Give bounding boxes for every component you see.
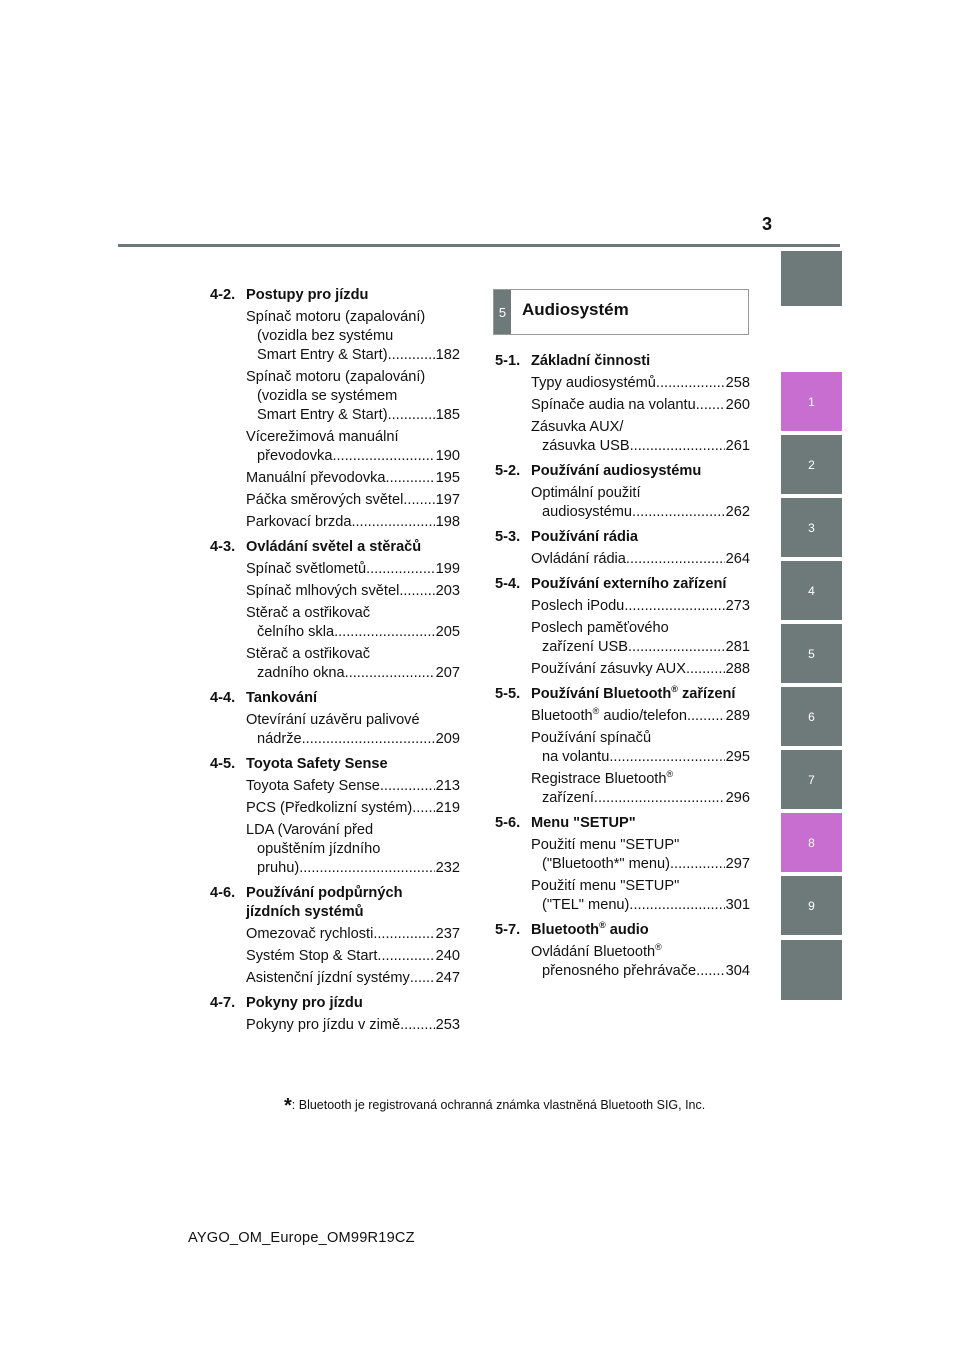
toc-entry[interactable] [246,947,460,966]
toc-entry[interactable] [246,560,460,579]
entry-page-number: 207 [435,665,460,681]
toc-section [210,994,460,1035]
entry-text: Systém Stop & Start [246,948,378,964]
leader-dots [628,638,725,657]
toc-entry[interactable] [531,660,750,679]
entry-text: Spínač mlhových světel [246,583,400,599]
toc-entry[interactable] [246,821,460,878]
leader-dots [366,560,435,579]
entry-page-number: 304 [725,963,750,979]
entry-page-number: 289 [725,708,750,724]
entry-text: opuštěním jízdního [257,841,381,857]
entry-text: nádrže [257,731,302,747]
document-id: AYGO_OM_Europe_OM99R19CZ [188,1230,415,1246]
section-title: Ovládání světel a stěračů [246,539,422,555]
toc-entry[interactable] [246,428,460,466]
leader-dots [670,855,725,874]
entry-text: Manuální převodovka [246,470,386,486]
section-title: Používání Bluetooth® zařízení [531,684,736,702]
toc-entry[interactable] [246,711,460,749]
leader-dots [388,406,435,425]
toc-section-heading[interactable] [210,755,460,774]
leader-dots [410,969,435,988]
toc-entry[interactable] [531,836,750,874]
toc-section-heading[interactable] [495,575,750,594]
leader-dots [630,437,725,456]
chapter-tab-4[interactable]: 4 [781,561,842,620]
leader-dots [412,799,434,818]
entry-page-number: 288 [725,661,750,677]
leader-dots [686,660,725,679]
chapter-tab-6[interactable]: 6 [781,687,842,746]
entry-page-number: 182 [435,347,460,363]
toc-entry[interactable] [246,582,460,601]
entry-text: ("TEL" menu) [542,897,630,913]
section-number: 4-4. [210,690,236,706]
toc-entry[interactable] [246,491,460,510]
entry-text: Vícerežimová manuální [246,429,399,445]
entry-text: Používání zásuvky AUX [531,661,686,677]
section-title: Menu "SETUP" [531,815,636,831]
toc-section-heading[interactable] [495,462,750,481]
toc-column-left [210,286,460,1041]
toc-section-heading[interactable] [495,528,750,547]
toc-section-heading[interactable] [495,921,750,940]
toc-section [210,884,460,988]
toc-section [210,689,460,749]
entry-page-number: 261 [725,438,750,454]
entry-text: LDA (Varování před [246,822,374,838]
entry-text: Poslech paměťového [531,620,669,636]
entry-text: (vozidla se systémem [257,388,398,404]
entry-page-number: 190 [435,448,460,464]
toc-column-right [495,352,750,987]
entry-text: Spínač světlometů [246,561,367,577]
leader-dots [632,503,725,522]
leader-dots [696,962,724,981]
entry-page-number: 281 [725,639,750,655]
toc-entry[interactable] [246,469,460,488]
entry-page-number: 260 [725,397,750,413]
toc-section [495,685,750,808]
entry-text: Typy audiosystémů [531,375,656,391]
entry-page-number: 213 [435,778,460,794]
section-number: 4-6. [210,885,236,901]
entry-text: zadního okna [257,665,345,681]
entry-text: Stěrač a ostřikovač [246,605,371,621]
entry-page-number: 247 [435,970,460,986]
toc-section-heading[interactable] [210,286,460,305]
toc-entry[interactable] [531,877,750,915]
entry-page-number: 273 [725,598,750,614]
entry-text: PCS (Předkolizní systém) [246,800,413,816]
entry-text: pruhu) [257,860,300,876]
toc-section-heading[interactable] [210,689,460,708]
toc-section [495,814,750,915]
toc-entry[interactable] [531,943,750,981]
toc-section [495,528,750,569]
toc-entry[interactable] [246,368,460,425]
chapter-tab-blank-0[interactable] [781,251,842,306]
toc-section [210,286,460,532]
footnote [284,1092,705,1115]
section-number: 5-5. [495,686,521,702]
entry-text: Stěrač a ostřikovač [246,646,371,662]
page-number: 3 [761,214,772,234]
entry-text: Ovládání Bluetooth® [531,942,662,960]
leader-dots [388,346,435,365]
section-title: Tankování [246,690,318,706]
toc-entry[interactable] [246,777,460,796]
leader-dots [594,789,725,808]
entry-page-number: 185 [435,407,460,423]
section-number: 5-6. [495,815,521,831]
section-number: 4-5. [210,756,236,772]
entry-page-number: 253 [435,1017,460,1033]
entry-text: čelního skla [257,624,335,640]
section-title: Používání audiosystému [531,463,702,479]
entry-text: Použití menu "SETUP" [531,837,680,853]
leader-dots [373,925,434,944]
leader-dots [624,597,724,616]
section-title: Toyota Safety Sense [246,756,388,772]
entry-text: Zásuvka AUX/ [531,419,624,435]
toc-section [210,755,460,878]
entry-page-number: 219 [435,800,460,816]
entry-text: Páčka směrových světel [246,492,404,508]
entry-text: na volantu [542,749,610,765]
leader-dots [299,859,434,878]
chapter-tab-9[interactable]: 9 [781,876,842,935]
toc-entry[interactable] [531,707,750,726]
entry-text: ("Bluetooth*" menu) [542,856,670,872]
leader-dots [626,550,725,569]
leader-dots [334,623,435,642]
entry-text: Používání spínačů [531,730,652,746]
chapter-title: Audiosystém [522,300,629,319]
leader-dots [332,447,434,466]
toc-section-heading[interactable] [495,352,750,371]
section-number: 4-2. [210,287,236,303]
leader-dots [696,396,725,415]
toc-section-heading[interactable] [495,814,750,833]
entry-page-number: 209 [435,731,460,747]
toc-section-heading[interactable] [495,685,750,704]
toc-entry[interactable] [531,374,750,393]
section-title: Postupy pro jízdu [246,287,369,303]
entry-text: audiosystému [542,504,633,520]
toc-entry[interactable] [246,513,460,532]
entry-text: Spínače audia na volantu [531,397,696,413]
section-number: 5-7. [495,922,521,938]
toc-entry[interactable] [531,597,750,616]
chapter-tab-3[interactable]: 3 [781,498,842,557]
leader-dots [377,947,434,966]
section-number [210,903,246,922]
toc-entry[interactable] [531,770,750,808]
entry-page-number: 232 [435,860,460,876]
entry-text: Spínač motoru (zapalování) [246,309,426,325]
section-number: 5-1. [495,353,521,369]
header-rule [118,244,840,247]
toc-section [495,575,750,679]
entry-text: zásuvka USB [542,438,630,454]
section-title: Používání rádia [531,529,639,545]
toc-entry[interactable] [246,969,460,988]
entry-page-number: 240 [435,948,460,964]
entry-text: přenosného přehrávače [542,963,697,979]
section-title: Základní činnosti [531,353,651,369]
toc-entry[interactable] [531,418,750,456]
entry-text: (vozidla bez systému [257,328,394,344]
entry-page-number: 295 [725,749,750,765]
toc-entry[interactable] [531,619,750,657]
entry-text: zařízení [542,790,594,806]
leader-dots [399,582,434,601]
chapter-number: 5 [494,290,511,334]
entry-page-number: 264 [725,551,750,567]
toc-section-heading[interactable] [210,994,460,1013]
chapter-tab-7[interactable]: 7 [781,750,842,809]
entry-page-number: 297 [725,856,750,872]
entry-text: Pokyny pro jízdu v zimě [246,1017,401,1033]
entry-text: Poslech iPodu [531,598,625,614]
leader-dots [345,664,435,683]
leader-dots [609,748,724,767]
entry-page-number: 205 [435,624,460,640]
toc-section-heading[interactable] [210,903,460,922]
entry-page-number: 262 [725,504,750,520]
entry-page-number: 199 [435,561,460,577]
section-title: Bluetooth® audio [531,920,649,938]
toc-section-heading[interactable] [210,538,460,557]
section-title: Používání podpůrných [246,885,403,901]
leader-dots [380,777,435,796]
section-number: 5-2. [495,463,521,479]
entry-text: Toyota Safety Sense [246,778,380,794]
section-number: 4-7. [210,995,236,1011]
section-title: Používání externího zařízení [531,576,727,592]
section-number: 5-4. [495,576,521,592]
chapter-tab-2[interactable]: 2 [781,435,842,494]
leader-dots [351,513,434,532]
entry-text: Parkovací brzda [246,514,352,530]
entry-text: Ovládání rádia [531,551,626,567]
entry-text: Bluetooth® audio/telefon [531,706,687,724]
leader-dots [403,491,434,510]
chapter-tab-1[interactable]: 1 [781,372,842,431]
entry-text: Registrace Bluetooth® [531,769,674,787]
chapter-tab-blank-10[interactable] [781,940,842,1000]
section-number: 4-3. [210,539,236,555]
section-number: 5-3. [495,529,521,545]
toc-entry[interactable] [531,550,750,569]
leader-dots [386,469,435,488]
leader-dots [302,730,435,749]
toc-entry[interactable] [246,604,460,642]
toc-section [495,352,750,456]
leader-dots [400,1016,435,1035]
entry-text: Omezovač rychlosti [246,926,374,942]
chapter-tab-5[interactable]: 5 [781,624,842,683]
footnote-text: : Bluetooth je registrovaná ochranná známka vlastněná Bluetooth SIG, Inc. [291,1098,706,1112]
toc-entry[interactable] [246,925,460,944]
toc-entry[interactable] [531,396,750,415]
section-title: jízdních systémů [246,904,364,920]
leader-dots [687,707,725,726]
entry-page-number: 198 [435,514,460,530]
leader-dots [629,896,724,915]
toc-entry[interactable] [531,729,750,767]
entry-text: Spínač motoru (zapalování) [246,369,426,385]
leader-dots [656,374,725,393]
entry-page-number: 296 [725,790,750,806]
section-title: Pokyny pro jízdu [246,995,363,1011]
chapter-heading-box [493,289,749,335]
entry-page-number: 195 [435,470,460,486]
entry-text: zařízení USB [542,639,628,655]
entry-text: Smart Entry & Start) [257,407,388,423]
entry-page-number: 203 [435,583,460,599]
entry-page-number: 237 [435,926,460,942]
toc-section-heading[interactable] [210,884,460,903]
entry-page-number: 258 [725,375,750,391]
toc-entry[interactable] [531,484,750,522]
toc-section [210,538,460,683]
toc-entry[interactable] [246,645,460,683]
entry-text: převodovka [257,448,333,464]
entry-text: Optimální použití [531,485,641,501]
footnote-star: * [284,1095,292,1117]
entry-page-number: 197 [435,492,460,508]
entry-text: Smart Entry & Start) [257,347,388,363]
toc-section [495,921,750,981]
chapter-tab-8[interactable]: 8 [781,813,842,872]
entry-text: Otevírání uzávěru palivové [246,712,420,728]
toc-entry[interactable] [246,1016,460,1035]
toc-section [495,462,750,522]
toc-entry[interactable] [246,308,460,365]
toc-entry[interactable] [246,799,460,818]
entry-text: Asistenční jízdní systémy [246,970,410,986]
entry-page-number: 301 [725,897,750,913]
entry-text: Použití menu "SETUP" [531,878,680,894]
